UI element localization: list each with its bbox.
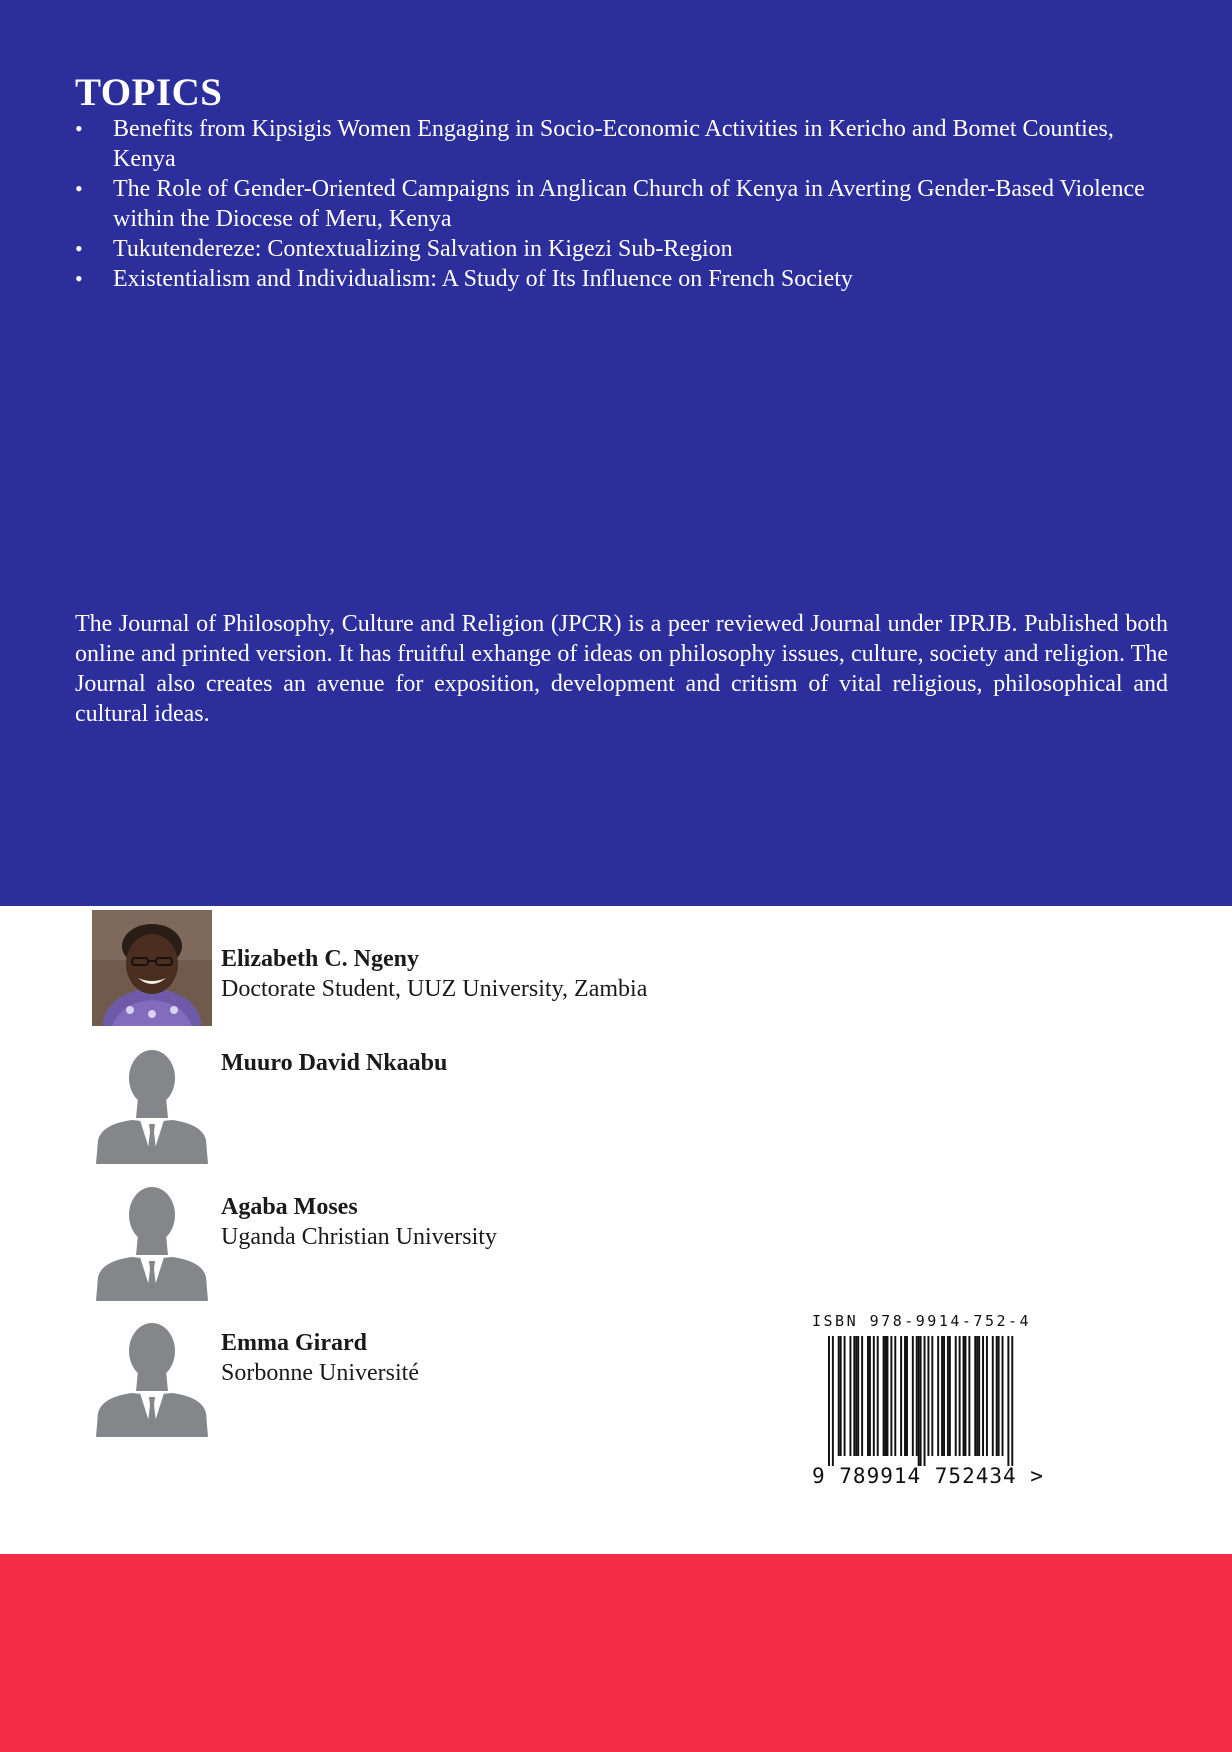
barcode-bar [840,1336,842,1456]
barcode-bar [867,1336,869,1456]
barcode-bar [828,1336,830,1466]
barcode-bar [873,1336,875,1456]
barcode-bar [838,1336,840,1456]
barcode-bar [883,1336,885,1456]
topic-item [75,234,1175,264]
topic-item [75,264,1175,294]
topic-text: Benefits from Kipsigis Women Engaging in Socio-Economic Activities in Kericho and Bomet Counties, Kenya [113,116,1114,172]
person-silhouette-icon [92,1321,212,1437]
author-entry [92,1048,792,1164]
isbn-digits: 9 789914 752434 > [812,1464,1044,1488]
bullet-icon: • [75,116,83,141]
barcode-bar [927,1336,929,1456]
barcode-bar [947,1336,949,1456]
barcode-bar [849,1336,851,1456]
author-affiliation: Doctorate Student, UUZ University, Zambia [221,976,648,1002]
barcode-bar [998,1336,1000,1456]
author-portrait-photo [92,910,212,1026]
author-affiliation: Uganda Christian University [221,1224,497,1250]
author-info [221,1192,781,1252]
barcode-bar [931,1336,933,1456]
barcode-bar [1011,1336,1013,1466]
author-name: Elizabeth C. Ngeny [221,946,419,972]
barcode-bar [904,1336,906,1456]
barcode-bar [937,1336,939,1456]
author-info [221,1328,781,1388]
barcode-bar [982,1336,984,1456]
journal-description: The Journal of Philosophy, Culture and Religion (JPCR) is a peer reviewed Journal under IPRJB. Published both online and printed version. It has fruitful exhange of ideas on philosophy issues, culture, society and religion. The Journal also creates an avenue for exposition, development and critism of vital religious, philosophical and cultural ideas. [75,611,1168,727]
barcode-bar [974,1336,976,1456]
author-name: Emma Girard [221,1330,367,1356]
barcode-bar [963,1336,965,1456]
barcode-bar [857,1336,859,1456]
barcode-bar [1002,1336,1004,1456]
isbn-label: ISBN 978-9914-752-4 [812,1312,1032,1330]
barcode-bar [955,1336,957,1456]
barcode-bar [853,1336,855,1456]
topic-item [75,174,1175,234]
barcode-bar [916,1336,918,1456]
author-name: Muuro David Nkaabu [221,1050,448,1076]
bullet-icon: • [75,266,83,291]
topic-text: Existentialism and Individualism: A Study of Its Influence on French Society [113,266,853,292]
topics-heading: TOPICS [75,71,223,114]
barcode-bar [894,1336,896,1456]
author-affiliation: Sorbonne Université [221,1360,419,1386]
barcode-bar [906,1336,908,1456]
barcode-bar [968,1336,970,1456]
author-entry [92,1321,792,1437]
barcode-bar [959,1336,961,1456]
barcode-bar [832,1336,834,1466]
barcode-bar [855,1336,857,1456]
barcode-bar [912,1336,914,1456]
topic-item [75,114,1175,174]
barcode-bar [943,1336,945,1456]
barcode-bar [949,1336,951,1456]
person-silhouette-icon [92,1185,212,1301]
bullet-icon: • [75,176,83,201]
barcode-bar [869,1336,871,1456]
barcode-bar [996,1336,998,1456]
barcode-bar [877,1336,879,1456]
author-info [221,944,781,1004]
barcode-bar [900,1336,902,1456]
barcode-bar [992,1336,994,1456]
author-entry [92,910,792,1026]
bottom-band [0,1554,1232,1752]
bullet-icon: • [75,236,83,261]
author-name: Agaba Moses [221,1194,358,1220]
barcode-bar [918,1336,920,1466]
isbn-barcode-block [812,1312,1044,1492]
barcode-bar [887,1336,889,1456]
author-info [221,1048,781,1078]
barcode-bar [1007,1336,1009,1466]
topic-text: The Role of Gender-Oriented Campaigns in Anglican Church of Kenya in Averting Gender-Based Violence within the Diocese of Meru, Kenya [113,176,1145,232]
barcode-bar [965,1336,967,1456]
barcode-bar [978,1336,980,1456]
barcode-bar [920,1336,922,1466]
barcode-bar [861,1336,863,1456]
barcode-bar [844,1336,846,1456]
author-entry [92,1185,792,1301]
topics-list [75,114,1175,294]
person-silhouette-icon [92,1048,212,1164]
topic-text: Tukutendereze: Contextualizing Salvation in Kigezi Sub-Region [113,236,733,262]
barcode-bar [924,1336,926,1466]
barcode-bar [885,1336,887,1456]
barcode-image [828,1336,1028,1466]
barcode-bar [890,1336,892,1456]
barcode-bar [941,1336,943,1456]
barcode-bar [976,1336,978,1456]
barcode-bar [986,1336,988,1456]
